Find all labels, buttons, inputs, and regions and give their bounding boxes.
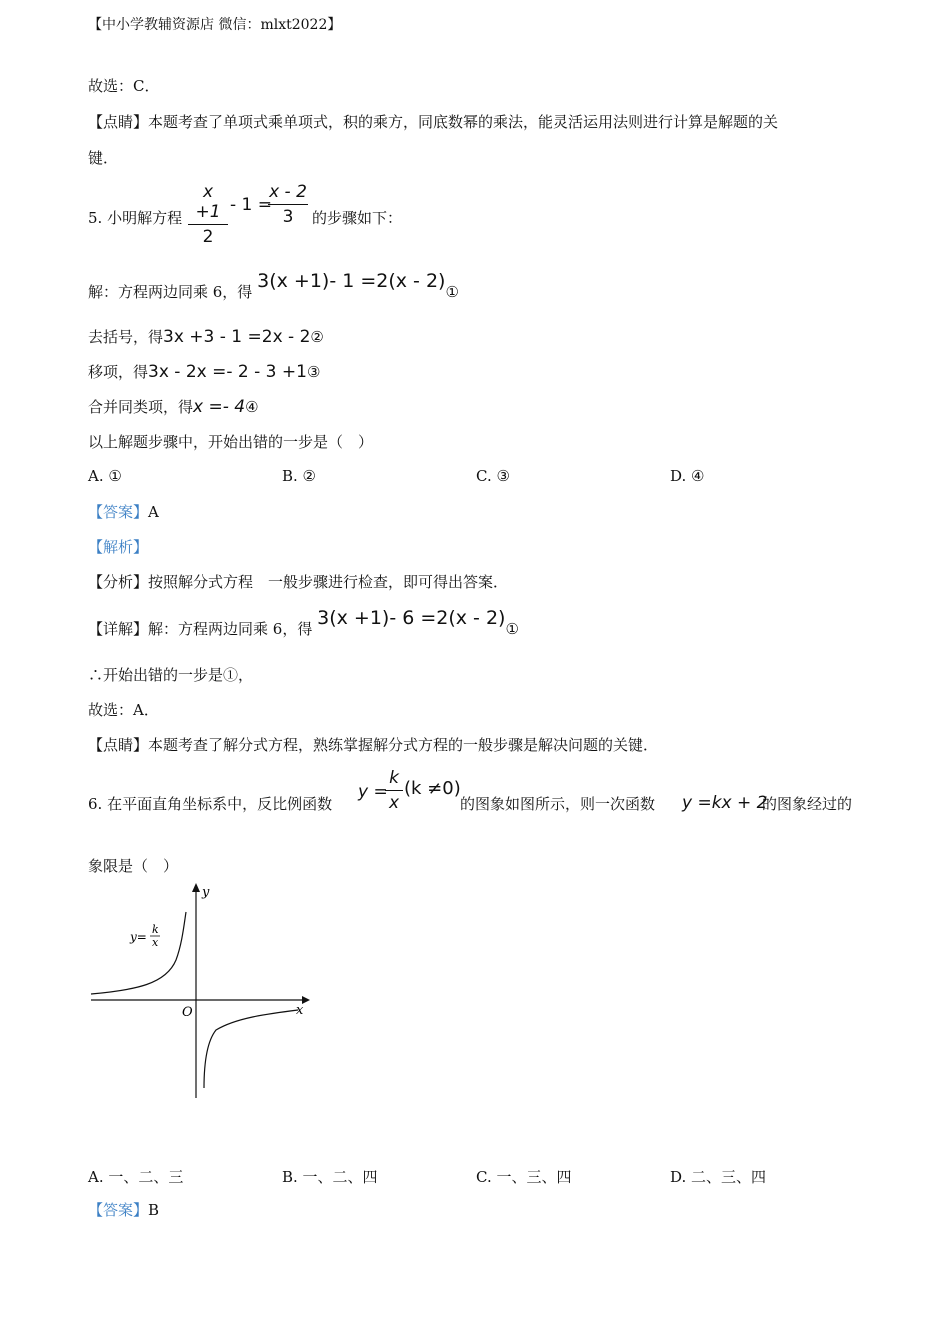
q6-graph xyxy=(86,880,316,1105)
graph-label-y: y= xyxy=(130,930,147,944)
fenxi-text: 按照解分式方程 一般步骤进行检查，即可得出答案． xyxy=(148,573,509,591)
q4-answer-line: 故选：C． xyxy=(88,77,160,95)
q5-option-b: B. ② xyxy=(282,467,317,485)
frac2-numerator: x - 2 xyxy=(269,182,307,202)
comment-text: 本题考查了解分式方程，熟练掌握解分式方程的一般步骤是解决问题的关键． xyxy=(148,736,659,754)
q5-number: 5. 小明解方程 xyxy=(88,209,183,227)
q6-option-b: B. 一、二、四 xyxy=(282,1168,378,1186)
q6-option-a: A. 一、二、三 xyxy=(88,1168,184,1186)
step1-mark: ① xyxy=(445,283,459,301)
frac2-denominator: 3 xyxy=(282,207,294,227)
q5-step-2 xyxy=(88,327,324,347)
step1-prefix: 解：方程两边同乘 6，得 xyxy=(88,283,253,301)
detail-prefix: 解：方程两边同乘 6，得 xyxy=(148,620,313,638)
detail-math: 3(x +1)- 6 =2(x - 2) xyxy=(317,607,506,629)
q6-tail: 的图象经过的 xyxy=(762,795,853,813)
q6-linear: y =kx + 2 xyxy=(682,793,768,813)
q5-step-3 xyxy=(88,362,320,382)
origin-label: O xyxy=(182,1005,193,1020)
func-denominator: x xyxy=(388,793,400,813)
q5-fraction-2 xyxy=(268,182,308,227)
q5-analysis-tag: 【解析】 xyxy=(88,538,149,556)
axis-label-y: y xyxy=(202,885,210,900)
q5-therefore: ∴开始出错的一步是①， xyxy=(88,666,254,684)
q5-comment xyxy=(88,735,658,755)
q6-option-c: C. 一、三、四 xyxy=(476,1168,572,1186)
frac1-denominator: 2 xyxy=(202,227,214,247)
page-header: 【中小学教辅资源店 微信：mlxt2022】 xyxy=(88,17,342,33)
answer-value: A xyxy=(148,503,159,521)
q6-func-y: y = xyxy=(358,782,388,802)
q5-stem-tail: 的步骤如下： xyxy=(312,209,403,227)
q5-fenxi xyxy=(88,572,508,592)
q5-step-4 xyxy=(88,397,259,417)
y-axis-arrow xyxy=(192,883,200,892)
step2-math: 3x +3 - 1 =2x - 2 xyxy=(163,327,311,347)
step4-math: x =- 4 xyxy=(193,397,246,417)
graph-label-k: k xyxy=(152,923,159,936)
step3-mark: ③ xyxy=(306,363,321,381)
q5-step-1 xyxy=(88,270,459,302)
detail-mark: ① xyxy=(505,620,519,638)
step3-math: 3x - 2x =- 2 - 3 +1 xyxy=(148,362,307,382)
frac1-numerator: x +1 xyxy=(195,182,221,222)
q6-func-fraction xyxy=(385,768,403,813)
q5-eq-mid: - 1 = xyxy=(230,195,273,215)
axis-label-x: x xyxy=(296,1003,304,1018)
q6-answer xyxy=(88,1200,159,1220)
hyperbola-branch-2 xyxy=(91,912,186,994)
step1-math: 3(x +1)- 1 =2(x - 2) xyxy=(257,270,446,292)
step3-prefix: 移项，得 xyxy=(88,363,149,381)
q6-func-cond: (k ≠0) xyxy=(404,778,461,799)
step2-mark: ② xyxy=(310,328,324,346)
q5-answer xyxy=(88,502,159,522)
hyperbola-branch-4 xyxy=(204,1010,298,1088)
step4-prefix: 合并同类项，得 xyxy=(88,398,194,416)
q5-option-d: D. ④ xyxy=(670,467,705,485)
step4-mark: ④ xyxy=(245,398,259,416)
q6-middle: 的图象如图所示，则一次函数 xyxy=(460,795,656,813)
q4-comment xyxy=(88,112,778,132)
q6-option-d: D. 二、三、四 xyxy=(670,1168,767,1186)
func-numerator: k xyxy=(389,768,399,788)
graph-label-x: x xyxy=(152,936,159,949)
q6-line2: 象限是（ ） xyxy=(88,857,179,875)
q5-detail xyxy=(88,607,519,639)
answer-tag: 【答案】 xyxy=(88,503,149,521)
comment-text: 本题考查了单项式乘单项式，积的乘方，同底数幂的乘法，能灵活运用法则进行计算是解题的关 xyxy=(148,113,779,131)
detail-tag: 【详解】 xyxy=(88,620,149,638)
fenxi-tag: 【分析】 xyxy=(88,573,149,591)
comment-tag: 【点睛】 xyxy=(88,113,149,131)
q6-prefix: 6. 在平面直角坐标系中，反比例函数 xyxy=(88,795,333,813)
comment-tag: 【点睛】 xyxy=(88,736,149,754)
answer-tag: 【答案】 xyxy=(88,1201,149,1219)
q5-choose: 故选：A． xyxy=(88,701,159,719)
q5-option-a: A. ① xyxy=(88,467,122,485)
q4-comment-cont: 键． xyxy=(88,149,119,167)
answer-value: B xyxy=(148,1201,160,1219)
q5-option-c: C. ③ xyxy=(476,467,510,485)
q5-question: 以上解题步骤中，开始出错的一步是（ ） xyxy=(88,433,374,451)
step2-prefix: 去括号，得 xyxy=(88,328,164,346)
q5-fraction-1 xyxy=(188,182,228,247)
